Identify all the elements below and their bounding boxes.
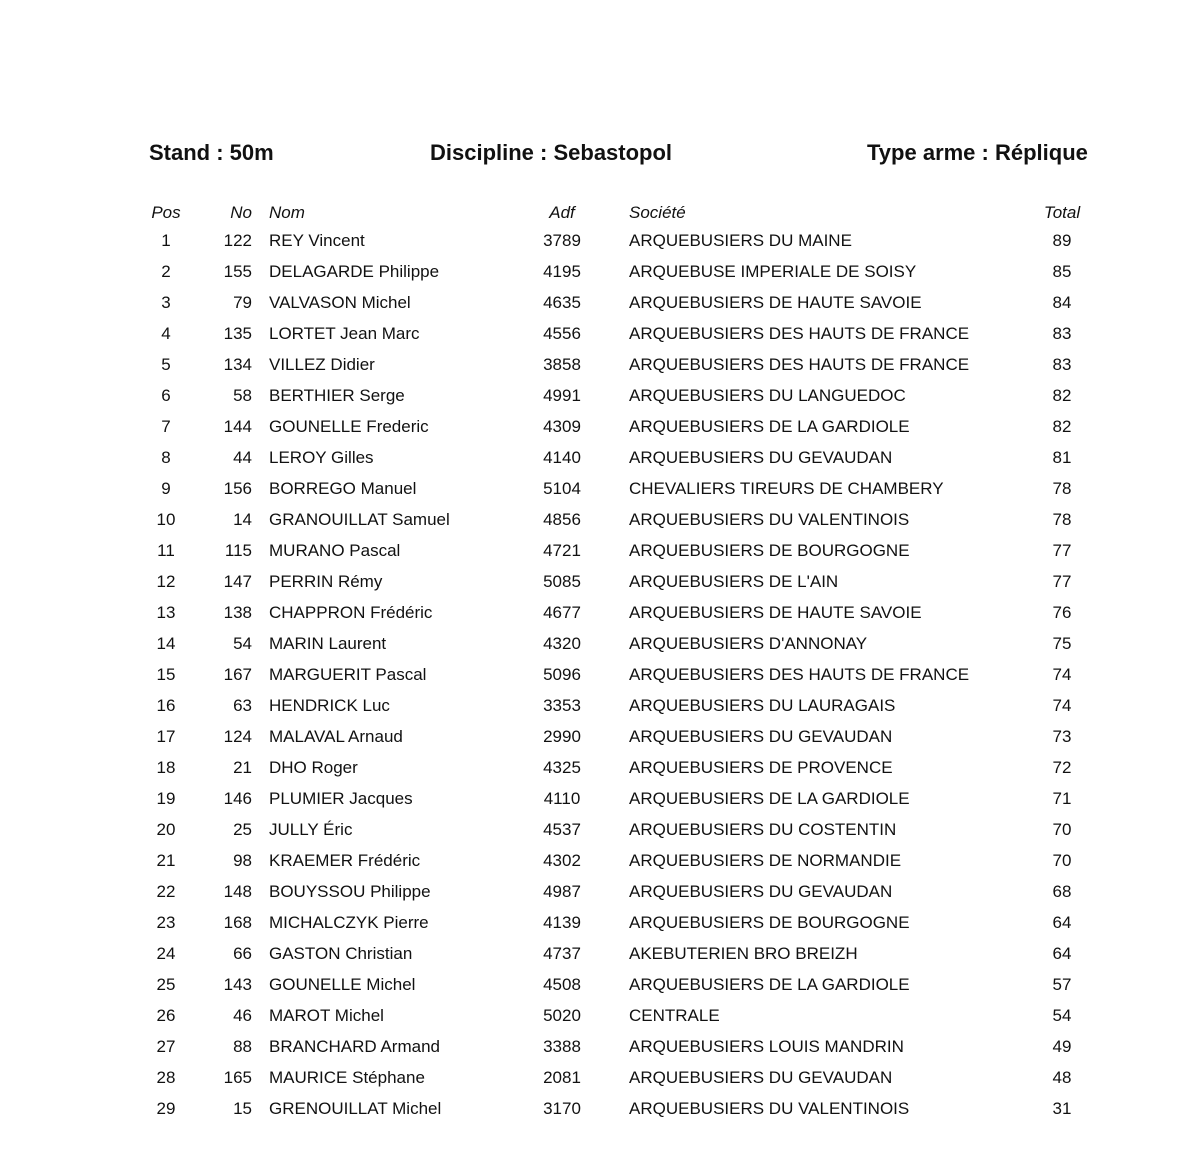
cell-total: 81 [1052,448,1072,467]
cell-total: 74 [1052,665,1072,684]
table-row [0,1096,1190,1127]
cell-societe: ARQUEBUSIERS DU LAURAGAIS [629,696,896,715]
cell-adf: 5096 [543,665,581,684]
cell-adf: 4139 [543,913,581,932]
cell-total: 77 [1052,572,1072,591]
cell-societe: ARQUEBUSE IMPERIALE DE SOISY [629,262,917,281]
cell-societe: ARQUEBUSIERS DE LA GARDIOLE [629,789,910,808]
column-header-adf: Adf [549,203,575,222]
column-header-societe: Société [629,203,686,222]
cell-adf: 4677 [543,603,581,622]
column-header-no: No [230,203,252,222]
cell-societe: ARQUEBUSIERS DES HAUTS DE FRANCE [629,355,970,374]
table-row [0,352,1190,383]
cell-societe: ARQUEBUSIERS DE L'AIN [629,572,839,591]
cell-no: 54 [233,634,252,653]
table-row [0,228,1190,259]
cell-nom: GASTON Christian [269,944,413,963]
table-row [0,507,1190,538]
cell-total: 49 [1052,1037,1072,1056]
table-row [0,941,1190,972]
cell-adf: 5085 [543,572,581,591]
cell-total: 75 [1052,634,1072,653]
cell-no: 165 [223,1068,252,1087]
cell-adf: 4987 [543,882,581,901]
table-row [0,631,1190,662]
cell-total: 77 [1052,541,1072,560]
cell-adf: 4325 [543,758,581,777]
cell-adf: 4320 [543,634,581,653]
cell-adf: 4302 [543,851,581,870]
table-row [0,1003,1190,1034]
cell-total: 82 [1052,417,1072,436]
cell-no: 63 [233,696,252,715]
table-row [0,755,1190,786]
cell-adf: 3789 [543,231,581,250]
cell-societe: ARQUEBUSIERS DU VALENTINOIS [629,1099,910,1118]
cell-nom: MAROT Michel [269,1006,384,1025]
cell-pos: 5 [161,355,171,374]
cell-pos: 25 [156,975,176,994]
cell-nom: LORTET Jean Marc [269,324,420,343]
cell-no: 156 [223,479,252,498]
cell-adf: 3170 [543,1099,581,1118]
cell-societe: ARQUEBUSIERS DES HAUTS DE FRANCE [629,665,970,684]
cell-societe: ARQUEBUSIERS DU GEVAUDAN [629,448,893,467]
cell-societe: ARQUEBUSIERS DU GEVAUDAN [629,727,893,746]
cell-pos: 12 [156,572,176,591]
cell-pos: 18 [156,758,176,777]
cell-total: 57 [1052,975,1072,994]
table-row [0,600,1190,631]
cell-nom: HENDRICK Luc [269,696,390,715]
column-header-nom: Nom [269,203,305,222]
cell-adf: 4195 [543,262,581,281]
cell-societe: ARQUEBUSIERS D'ANNONAY [629,634,868,653]
cell-nom: GRANOUILLAT Samuel [269,510,450,529]
cell-no: 143 [223,975,252,994]
cell-total: 31 [1052,1099,1072,1118]
cell-societe: ARQUEBUSIERS DE HAUTE SAVOIE [629,603,922,622]
cell-nom: VALVASON Michel [269,293,411,312]
cell-total: 84 [1052,293,1072,312]
cell-societe: ARQUEBUSIERS DE BOURGOGNE [629,541,910,560]
cell-societe: ARQUEBUSIERS LOUIS MANDRIN [629,1037,904,1056]
table-row [0,538,1190,569]
cell-societe: ARQUEBUSIERS DE PROVENCE [629,758,893,777]
cell-societe: ARQUEBUSIERS DU GEVAUDAN [629,1068,893,1087]
cell-no: 58 [233,386,252,405]
cell-pos: 28 [156,1068,176,1087]
cell-pos: 1 [161,231,171,250]
table-row [0,414,1190,445]
cell-nom: MARGUERIT Pascal [269,665,427,684]
table-row [0,259,1190,290]
table-row [0,910,1190,941]
cell-adf: 5104 [543,479,581,498]
cell-nom: VILLEZ Didier [269,355,375,374]
table-row [0,445,1190,476]
table-row [0,383,1190,414]
cell-pos: 26 [156,1006,176,1025]
cell-pos: 10 [156,510,176,529]
cell-pos: 13 [156,603,176,622]
cell-total: 68 [1052,882,1072,901]
cell-no: 66 [233,944,252,963]
cell-adf: 3858 [543,355,581,374]
table-row [0,848,1190,879]
cell-nom: MALAVAL Arnaud [269,727,403,746]
cell-pos: 14 [156,634,176,653]
cell-nom: PLUMIER Jacques [269,789,413,808]
cell-total: 71 [1052,789,1072,808]
cell-total: 72 [1052,758,1072,777]
cell-no: 46 [233,1006,252,1025]
cell-nom: BORREGO Manuel [269,479,417,498]
table-row [0,972,1190,1003]
cell-adf: 2990 [543,727,581,746]
table-row [0,879,1190,910]
discipline-title: Discipline : Sebastopol [430,140,673,165]
cell-nom: DHO Roger [269,758,358,777]
cell-pos: 9 [161,479,171,498]
cell-nom: MURANO Pascal [269,541,401,560]
cell-pos: 24 [156,944,176,963]
cell-no: 25 [233,820,252,839]
cell-nom: KRAEMER Frédéric [269,851,421,870]
cell-total: 48 [1052,1068,1072,1087]
cell-nom: REY Vincent [269,231,365,250]
cell-pos: 11 [157,541,175,560]
cell-nom: GOUNELLE Frederic [269,417,429,436]
stand-title: Stand : 50m [149,140,274,165]
cell-adf: 4537 [543,820,581,839]
cell-adf: 4309 [543,417,581,436]
cell-pos: 20 [156,820,176,839]
cell-total: 54 [1052,1006,1072,1025]
table-row [0,724,1190,755]
page-header [0,140,1190,172]
cell-nom: GOUNELLE Michel [269,975,416,994]
cell-total: 83 [1052,355,1072,374]
cell-no: 167 [223,665,252,684]
cell-no: 144 [223,417,252,436]
column-header-total: Total [1043,203,1081,222]
cell-pos: 16 [156,696,176,715]
cell-societe: ARQUEBUSIERS DE NORMANDIE [629,851,902,870]
cell-no: 98 [233,851,252,870]
weapon-type-title: Type arme : Réplique [867,140,1088,165]
cell-adf: 4737 [543,944,581,963]
cell-total: 78 [1052,510,1072,529]
cell-no: 124 [223,727,252,746]
cell-no: 138 [223,603,252,622]
cell-pos: 4 [161,324,171,343]
cell-societe: AKEBUTERIEN BRO BREIZH [629,944,858,963]
cell-adf: 4991 [543,386,581,405]
table-row [0,786,1190,817]
table-row [0,817,1190,848]
cell-total: 78 [1052,479,1072,498]
cell-societe: ARQUEBUSIERS DU VALENTINOIS [629,510,910,529]
cell-nom: MICHALCZYK Pierre [269,913,429,932]
cell-nom: LEROY Gilles [269,448,374,467]
column-header-pos: Pos [151,203,181,222]
cell-nom: JULLY Éric [269,820,353,839]
cell-pos: 6 [161,386,171,405]
table-row [0,662,1190,693]
cell-no: 147 [223,572,252,591]
cell-no: 134 [223,355,252,374]
cell-no: 88 [233,1037,252,1056]
cell-pos: 15 [156,665,176,684]
cell-total: 74 [1052,696,1072,715]
cell-no: 168 [223,913,252,932]
cell-societe: ARQUEBUSIERS DE BOURGOGNE [629,913,910,932]
cell-pos: 29 [156,1099,176,1118]
cell-total: 64 [1052,913,1072,932]
cell-nom: MARIN Laurent [269,634,387,653]
cell-nom: MAURICE Stéphane [269,1068,425,1087]
cell-no: 15 [233,1099,252,1118]
cell-pos: 2 [161,262,171,281]
cell-nom: CHAPPRON Frédéric [269,603,433,622]
cell-societe: ARQUEBUSIERS DE LA GARDIOLE [629,417,910,436]
cell-adf: 2081 [543,1068,581,1087]
cell-adf: 4856 [543,510,581,529]
table-row [0,569,1190,600]
cell-total: 64 [1052,944,1072,963]
cell-total: 70 [1052,820,1072,839]
cell-nom: BOUYSSOU Philippe [269,882,431,901]
cell-total: 85 [1052,262,1072,281]
cell-adf: 3353 [543,696,581,715]
table-row [0,476,1190,507]
cell-no: 21 [233,758,252,777]
cell-nom: PERRIN Rémy [269,572,383,591]
cell-pos: 22 [156,882,176,901]
cell-adf: 4140 [543,448,581,467]
cell-adf: 4721 [543,541,581,560]
cell-no: 44 [233,448,252,467]
cell-societe: ARQUEBUSIERS DU COSTENTIN [629,820,897,839]
cell-societe: ARQUEBUSIERS DU MAINE [629,231,852,250]
cell-no: 79 [233,293,252,312]
cell-adf: 3388 [543,1037,581,1056]
cell-societe: ARQUEBUSIERS DU GEVAUDAN [629,882,893,901]
cell-no: 115 [224,541,252,560]
table-row [0,1034,1190,1065]
cell-no: 122 [223,231,252,250]
cell-total: 76 [1052,603,1072,622]
cell-nom: DELAGARDE Philippe [269,262,440,281]
cell-total: 73 [1052,727,1072,746]
cell-pos: 19 [156,789,176,808]
cell-total: 83 [1052,324,1072,343]
cell-adf: 4110 [543,789,581,808]
cell-pos: 17 [156,727,176,746]
table-row [0,1065,1190,1096]
cell-nom: BRANCHARD Armand [269,1037,440,1056]
cell-adf: 4635 [543,293,581,312]
cell-no: 14 [233,510,252,529]
cell-pos: 23 [156,913,176,932]
cell-nom: GRENOUILLAT Michel [269,1099,442,1118]
table-row [0,693,1190,724]
cell-societe: ARQUEBUSIERS DU LANGUEDOC [629,386,906,405]
results-table [0,200,1190,1127]
cell-adf: 4508 [543,975,581,994]
cell-pos: 21 [156,851,176,870]
cell-societe: CENTRALE [629,1006,720,1025]
cell-total: 89 [1052,231,1072,250]
cell-pos: 27 [156,1037,176,1056]
cell-nom: BERTHIER Serge [269,386,405,405]
table-header-row [0,200,1190,228]
cell-no: 135 [223,324,252,343]
cell-total: 82 [1052,386,1072,405]
cell-adf: 5020 [543,1006,581,1025]
cell-pos: 7 [161,417,171,436]
cell-no: 148 [223,882,252,901]
table-row [0,290,1190,321]
cell-pos: 3 [161,293,171,312]
cell-societe: ARQUEBUSIERS DE LA GARDIOLE [629,975,910,994]
cell-societe: ARQUEBUSIERS DES HAUTS DE FRANCE [629,324,970,343]
table-row [0,321,1190,352]
cell-pos: 8 [161,448,171,467]
cell-societe: ARQUEBUSIERS DE HAUTE SAVOIE [629,293,922,312]
cell-adf: 4556 [543,324,581,343]
cell-societe: CHEVALIERS TIREURS DE CHAMBERY [629,479,944,498]
cell-no: 155 [223,262,252,281]
cell-total: 70 [1052,851,1072,870]
cell-no: 146 [223,789,252,808]
